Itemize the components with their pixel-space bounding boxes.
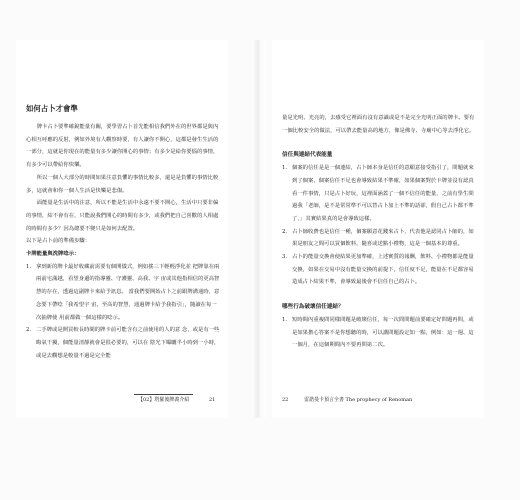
list-item [26,324,220,362]
paragraph: 牌卡占卜要準確銳能量有關，要學習占卜首先能相信我們外在的世界都是與內心相互呼應的反射，例如外境有人觀察時要，有人讓你不開心，這都是發生生活的一部分，這就是你現在的能量有多少讓你開心的事情；有多少是給你要惱的事情，有多少可以帶給你快樂。 [26,124,219,169]
list-item-number: 2. [26,327,32,334]
list-item-number: 1. [282,316,288,323]
right-page [272,40,484,418]
list-item-text: 拿到新的牌卡最好收藏前需要有個開儀式，例如搖三下輕輕淨化並 把牌靠在兩兩前宅滿越，看望身邊的指導靈、守護靈、高我、宇 宙或其他指相信的更高智慧的存在，透過這副牌卡來給予訊息。 當我們要開始占卜之前跟牌溝通時，意念要下帶唸「我希望宇 宙、至高的智慧，通過牌卡給予我指引」，隨讀在每一次抽牌使 用前都做一個這樣的唸示。 [36,263,220,321]
list-item [282,251,476,289]
spacer [282,289,476,301]
paragraph: 所以一個人大部分的時間如果注意負懼的事情比較多，還是是負懼的事情比較多，這就會和你一個人生活是快樂是悲傷。 [26,174,219,194]
list-item-text: 短時間內重複問同樣問題是破壞信任，每一次問問題前要確定好問題再問，或是如果擔心答案不是你想聽的時，可以講問題設定知一點，例如：這一週、這一個月，在這個期間內不要再問第二次。 [292,316,474,349]
list-item-text: 占卜師收費也是信任一種，個案願意花錢來占卜，代表他是認同占卜師的，如果是朋友之間可以買個飲料，隨喜或送點小禮物，這是一個基本的尊重。 [292,228,474,248]
page-number: 21 [208,397,216,403]
page-number: 22 [282,397,289,403]
list-item-number: 3. [282,254,288,261]
book-gutter [252,40,266,418]
left-page-body [26,103,220,362]
footer-chapter-title: 【02】塔羅後牌義介紹 [134,394,193,404]
list-item [282,314,476,352]
footer-book-title: 雷諾曼卡預言全書 The prophecy of Renoman [303,397,413,403]
left-page-footer [134,394,215,404]
sub-heading: 卡牌能量與洗牌唸示： [26,251,80,258]
list-item-text: 二手牌或是開買較長時間的牌卡前可能含有之前使用的人的意 念，或是有一些晦氣干擾，個能量清靜就會是很必要的，可以在 陰光下曝曬半小時到一小時，或是去觀想是較量不過是完全能 [36,327,220,359]
list-item-number: 1. [282,165,288,172]
section-heading: 如何占卜才會準 [26,104,78,113]
spacer [282,137,476,149]
list-item [282,226,476,251]
left-page [16,40,228,418]
list-item [282,162,476,226]
list-item-number: 2. [282,228,288,235]
paragraph: 量是光明、光亮的，去感受它裡面有沒有意識或是不是完全光明正面的牌卡。要有一個比較安全的做法，可以帶去能量高的地方，像是佛寺、寺廟中心等去淨化它。 [282,115,475,134]
paragraph: 面能量是生活中的注意，所以不能是生活中永遠不要不開心，生活中只要非偏的事情，結不會有在，只能說我們開心的時間有多少，或我們把自己喜歡的人相處的時間有多少？因為總要不變只是如何去配置。 [26,200,219,232]
section-heading: 信任與連結代表能量 [282,152,333,159]
list-item-text: 個案的信任是是一個連結，占卜師本身是信任的意願意接受指引了，問題就來到了個案，個案信任不足也會導致結果不準確，如果個案對於卡牌並沒有認真看一件事情，只是占卜好玩，這裡面涵蓋了一個不信任的能量，之前有學生問過我「老師，是不是常常準不可以替占卜加上不準的話卻，假自己占卜都不準了，」其實結果真的是會導致這樣。 [292,165,474,222]
right-page-footer [282,396,412,404]
prep-label: 以下是占卜前的準備步驟： [26,238,91,245]
list-item [26,261,220,325]
list-item-text: 占卜的能量交換會使結果更加準確，上述實質的報酬，飲料、小禮物都是能量交換，如果在交易中沒有能量交換的前提下，信任度不足，能量在不足都容易造成占卜結果不準，會導致最後會不信任自己的占卜。 [292,254,474,286]
right-page-body [282,112,476,352]
list-item-number: 1. [26,263,32,270]
section-heading: 哪些行為破壞信任連結？ [282,304,344,311]
